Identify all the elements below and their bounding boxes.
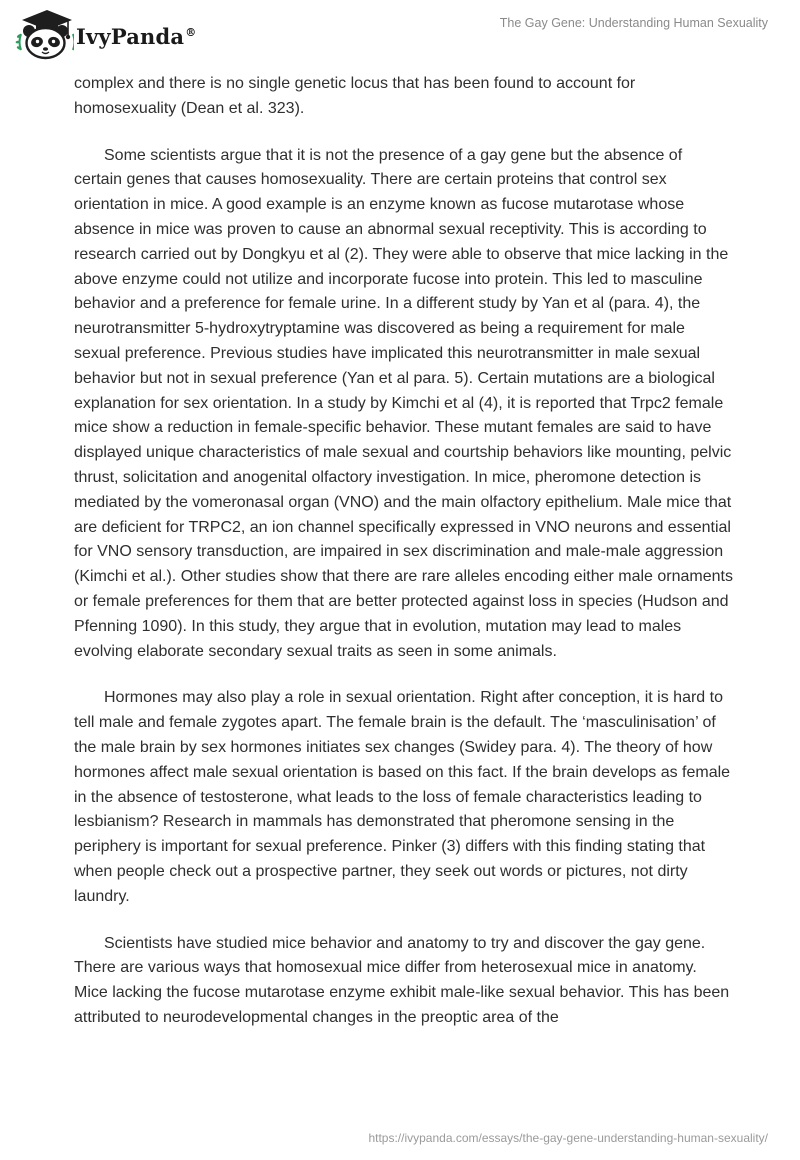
- paragraph: Hormones may also play a role in sexual orientation. Right after conception, it is hard to tell male and female zygotes apart. The female brain is the default. The ‘masculinisation’ of the male brain by sex hormones initiates sex changes (Swidey para. 4). The theory of how hormones affect male sexual orientation is based on this fact. If the brain develops as female in the absence of testosterone, what leads to the loss of female characteristics leading to lesbianism? Research in mammals has demonstrated that pheromone sensing in the periphery is important for sexual preference. Pinker (3) differs with this finding stating that when people check out a prospective partner, they seek out words or pictures, not dirty laundry.: [74, 689, 731, 905]
- paragraph: Scientists have studied mice behavior and anatomy to try and discover the gay gene. There are various ways that homosexual mice differ from heterosexual mice in anatomy. Mice lacking the fucose mutarotase enzyme exhibit male-like sexual behavior. This has been attributed to neurodevelopmental changes in the preoptic area of the: [74, 934, 730, 1026]
- essay-body: [74, 72, 734, 1053]
- page-title: The Gay Gene: Understanding Human Sexuality: [499, 16, 768, 30]
- registered-mark: ®: [185, 25, 197, 39]
- paragraph-continued: complex and there is no single genetic locus that has been found to account for homosexuality (Dean et al. 323).: [74, 75, 636, 117]
- paragraph: Some scientists argue that it is not the presence of a gay gene but the absence of certain genes that causes homosexuality. There are certain proteins that control sex orientation in mice. A good example is an enzyme known as fucose mutarotase whose absence in mice was proven to cause an abnormal sexual receptivity. This is according to research carried out by Dongkyu et al (2). They were able to observe that mice lacking in the above enzyme could not utilize and incorporate fucose into protein. This led to masculine behavior and a preference for female urine. In a different study by Yan et al (para. 4), the neurotransmitter 5-hydroxytryptamine was discovered as being a requirement for male sexual preference. Previous studies have implicated this neurotransmitter in male sexual behavior but not in sexual preference (Yan et al para. 5). Certain mutations are a biological explanation for sex orientation. In a study by Kimchi et al (4), it is reported that Trpc2 female mice show a reduction in female-specific behavior. These mutant females are said to have displayed unique characteristics of male sexual and courtship behaviors like mounting, pelvic thrust, solicitation and anogenital olfactory investigation. In mice, pheromone detection is mediated by the vomeronasal organ (VNO) and the main olfactory epithelium. Male mice that are deficient for TRPC2, an ion channel specifically expressed in VNO neurons and essential for VNO sensory transduction, are impaired in sex discrimination and male-male aggression (Kimchi et al.). Other studies show that there are rare alleles encoding either male ornaments or female preferences for them that are better protected against loss in species (Hudson and Pfenning 1090). In this study, they argue that in evolution, mutation may lead to males evolving elaborate secondary sexual traits as seen in some animals.: [74, 146, 733, 660]
- logo-wordmark: IvyPanda®: [76, 23, 197, 49]
- page-header: [0, 0, 800, 70]
- site-logo[interactable]: [14, 6, 196, 62]
- panda-graduation-cap-icon: [14, 6, 74, 62]
- source-url[interactable]: https://ivypanda.com/essays/the-gay-gene-understanding-human-sexuality/: [368, 1131, 768, 1145]
